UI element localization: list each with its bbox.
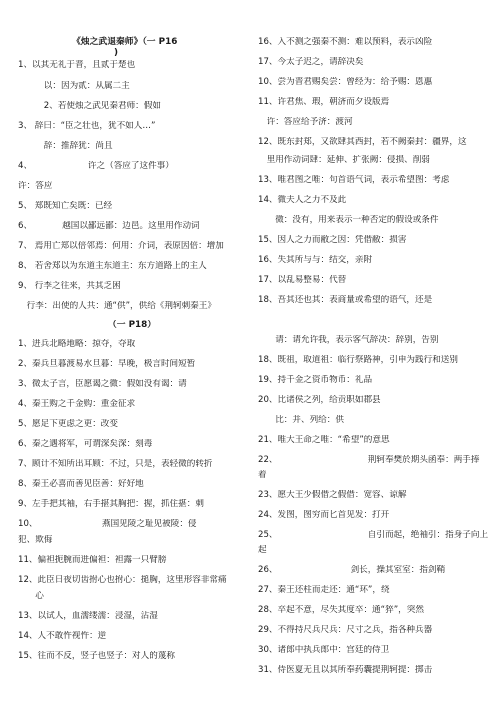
left-line: 5、愿足下更虑之更：改变 — [18, 419, 118, 429]
right-line: 29、不得持尺兵尺兵：尺寸之兵，指各种兵器 — [258, 625, 433, 635]
right-line: 着 — [258, 470, 267, 480]
right-line: 17、以乱易整易：代替 — [258, 275, 347, 285]
left-line: 13、以试人，血濡缕濡：浸湿，沾湿 — [18, 611, 158, 621]
left-line: 心 — [18, 591, 44, 601]
left-line: 6、 越国以鄙远鄙：边邑。这里用作动词 — [18, 221, 200, 231]
right-line: 微：没有，用来表示一种否定的假设或条件 — [258, 215, 439, 225]
left-line: 10、 燕国见陵之耻见被陵：侵 — [18, 519, 197, 529]
right-line: 比：并、列给：供 — [258, 415, 344, 425]
right-line: 10、尝为晋君赐矣尝：曾经为：给予赐：恩惠 — [258, 77, 433, 87]
right-line: 27、秦王还柱而走还：通“环”，绕 — [258, 585, 390, 595]
right-line: 18、既祖，取道祖：临行祭路神，引申为践行和送别 — [258, 355, 458, 365]
left-line: 8、 若舍郑以为东道主东道主：东方道路上的主人 — [18, 261, 207, 271]
right-line: 起 — [258, 545, 267, 555]
right-line: 22、 荆轲奉樊於期头函奉：两手捧 — [258, 455, 480, 465]
left-line: 9、 行李之往来，共其乏困 — [18, 281, 121, 291]
section-heading: （一 P18） — [107, 320, 157, 330]
document-title: 《烛之武退秦师》（一 P16 — [72, 37, 178, 47]
right-line: 19、持千金之资币物币：礼品 — [258, 375, 373, 385]
right-line: 31、侍医夏无且以其所奉药囊提荆轲提：掷击 — [258, 665, 433, 675]
right-line: 许：答应给予济：渡河 — [258, 117, 353, 127]
right-line: 里用作动词肆：延伸、扩张阙：侵损、削弱 — [258, 155, 430, 165]
left-line: 7、 焉用亡郑以倍邻焉：何用：介词，表原因倍：增加 — [18, 241, 224, 251]
left-line: 15、往而不反，竖子也竖子：对人的蔑称 — [18, 651, 176, 661]
right-line: 20、比诸侯之列，给贡职如郡县 — [258, 395, 381, 405]
left-line: 许：答应 — [18, 181, 53, 191]
right-line: 15、因人之力而敝之因：凭借敝：损害 — [258, 235, 407, 245]
left-line: 以：因为贰：从属二主 — [18, 81, 130, 91]
right-line: 16、失其所与与：结交，亲附 — [258, 255, 373, 265]
right-line — [258, 315, 488, 326]
right-line: 30、诸郎中执兵郎中：宫廷的侍卫 — [258, 645, 390, 655]
right-line: 28、卒起不意，尽失其度卒：通“猝”，突然 — [258, 605, 424, 615]
document-title-continuation: ) — [114, 48, 119, 58]
left-column — [18, 60, 246, 662]
left-line: 犯、欺侮 — [18, 535, 53, 545]
left-line: 4、 许之（答应了这件事） — [18, 161, 174, 171]
left-line: 8、秦王必喜而善见臣善：好好地 — [18, 479, 144, 489]
right-line: 12、既东封郑，又欲肆其西封，若不阙秦封：疆界，这 — [258, 137, 467, 147]
right-line: 23、愿大王少假借之假借：宽容、谅解 — [258, 490, 407, 500]
left-line: 5、 郑既知亡矣既：已经 — [18, 201, 113, 211]
right-line: 21、唯大王命之唯：“希望”的意思 — [258, 435, 390, 445]
right-line: 17、今太子迟之，请辞决矣 — [258, 57, 364, 67]
right-line: 14、微夫人之力不及此 — [258, 195, 347, 205]
left-line: 2、秦兵旦暮渡易水旦暮：早晚，极言时间短暂 — [18, 359, 196, 369]
left-line: 辞：推辞犹：尚且 — [18, 141, 113, 151]
right-line: 11、许君焦、瑕，朝济而夕设版焉 — [258, 97, 390, 107]
right-column — [258, 37, 488, 676]
right-line: 13、唯君图之唯：句首语气词，表示希望图：考虑 — [258, 175, 450, 185]
right-line: 18、吾其还也其：表商量或希望的语气，还是 — [258, 295, 433, 305]
right-line: 24、发图，图穷而匕首见发：打开 — [258, 510, 390, 520]
left-line: 行李：出使的人共：通“供”，供给《荆轲刺秦王》 — [18, 301, 216, 311]
left-line: 6、秦之遇将军，可谓深矣深：刻毒 — [18, 439, 153, 449]
left-line: 3、 辞曰：“臣之壮也，犹不如人…” — [18, 121, 156, 131]
left-line: 14、人不敢忤视忤：逆 — [18, 631, 107, 641]
right-line: 16、入不测之强秦不测：难以预料，表示凶险 — [258, 37, 433, 47]
right-line: 25、 自引而起，绝袖引：指身子向上 — [258, 530, 488, 540]
left-line: 7、顾计不知所出耳顾：不过，只是，表轻微的转折 — [18, 459, 213, 469]
left-line: 2、若使烛之武见秦君师：假如 — [18, 101, 161, 111]
right-line: 请：请允许我，表示客气辞决：辞别，告别 — [258, 335, 439, 345]
left-line: 11、偏袒扼腕而进偏袒：袒露一只臂膀 — [18, 555, 167, 565]
left-line: 1、进兵北略地略：掠夺，夺取 — [18, 339, 136, 349]
left-line: 1、以其无礼于晋，且贰于楚也 — [18, 60, 136, 70]
left-line: 3、微太子言，臣愿谒之微：假如没有谒：请 — [18, 379, 187, 389]
right-line: 26、 剑长，操其室室：指剑鞘 — [258, 565, 446, 575]
left-line: 4、秦王购之千金购：重金征求 — [18, 399, 136, 409]
left-line: 9、左手把其袖，右手揕其胸把：握，抓住揕：刺 — [18, 499, 204, 509]
left-line: 12、此臣日夜切齿拊心也拊心：搥胸，这里形容非常痛 — [18, 575, 227, 585]
